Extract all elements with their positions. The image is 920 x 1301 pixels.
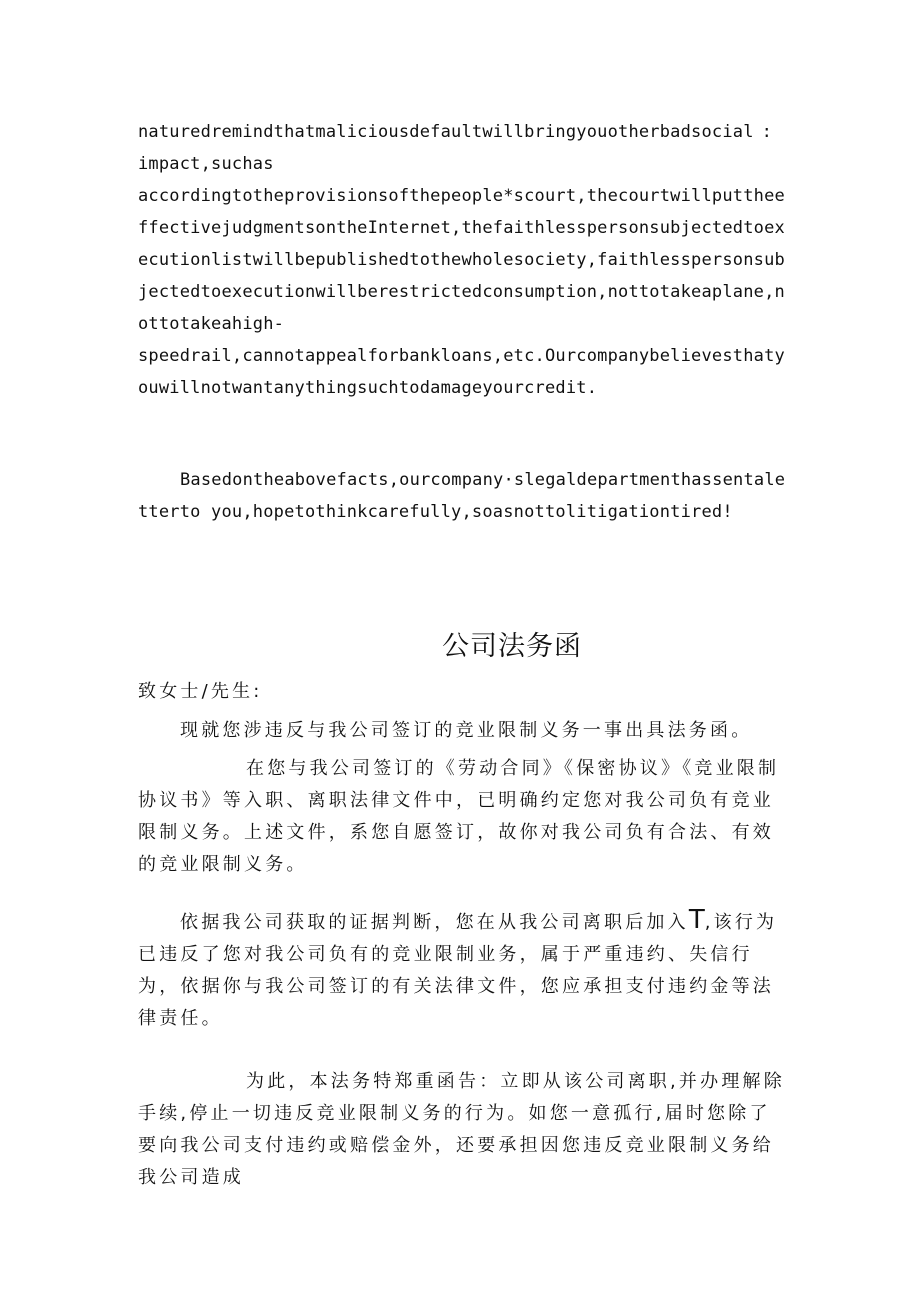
letter-paragraph-3-after: ,该行为已违反了您对我公司负有的竞业限制业务，属于严重违约、失信行为，依据你与我公司签订的有关法律文件，您应承担支付违约金等法律责任。 [138,912,778,1029]
english-paragraph-1-part3: speedrail,cannotappealforbankloans,etc.Ourcompanybelievesthatyouwillnotwantanythingsuchtodamageyourcredit. [138,346,785,398]
english-paragraph-1-part1: naturedremindthatmaliciousdefaultwillbringyouotherbadsocialimpact,suchas [138,122,754,174]
english-paragraph-2 [138,464,786,528]
english-paragraph-1-part2: accordingtotheprovisionsofthepeople*scourt,thecourtwillputtheeffectivejudgmentsontheInternet,thefaithlesspersonsubjectedtoexecutionlistwillbepublishedtothewholesociety,faithlesspersonsubjectedtoexecutionwillberestrictedconsumption,nottotakeaplane,nottotakeahigh- [138,186,785,334]
english-paragraph-1-colon: : [761,122,772,142]
company-t-mark: T [688,905,705,935]
letter-paragraph-1: 现就您涉违反与我公司签订的竞业限制义务一事出具法务函。 [180,720,753,741]
letter-greeting: 致女士/先生: [138,681,263,702]
letter-title: 公司法务函 [442,631,582,662]
english-paragraph-1-line-suchas [138,116,786,180]
english-paragraph-2-text: Basedontheabovefacts,ourcompany·slegaldepartmenthassentaletterto you,hopetothinkcarefully,soasnottolitigationtired! [138,470,786,522]
letter-paragraph-2: 在您与我公司签订的《劳动合同》《保密协议》《竞业限制协议书》等入职、离职法律文件中，已明确约定您对我公司负有竞业限制义务。上述文件，系您自愿签订，故你对我公司负有合法、有效的竞业限制义务。 [138,758,780,875]
letter-paragraph-3-before: 依据我公司获取的证据判断，您在从我公司离职后加入 [180,912,689,933]
letter-paragraph-4: 为此，本法务特郑重函告：立即从该公司离职,并办理解除手续,停止一切违反竞业限制义务的行为。如您一意孤行,届时您除了要向我公司支付违约或赔偿金外，还要承担因您违反竞业限制义务给我公司造成 [138,1071,785,1188]
letter-paragraph-3 [138,904,786,1035]
english-paragraph-1 [138,116,786,404]
